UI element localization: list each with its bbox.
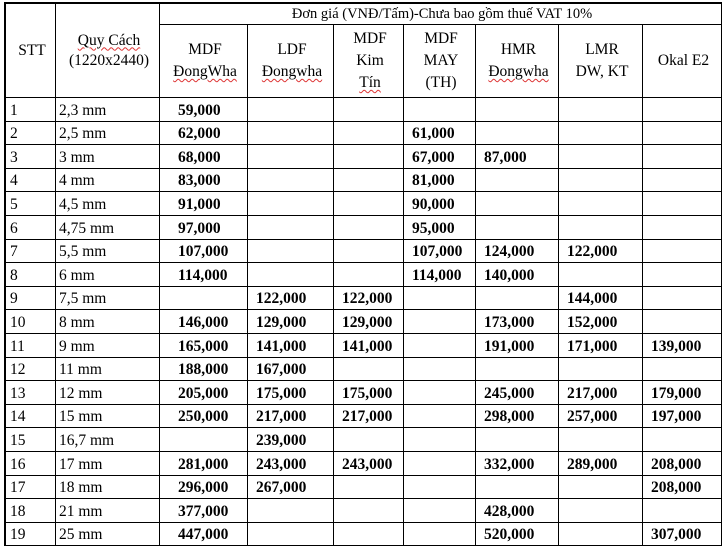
price-cell [476,215,559,239]
row-spec: 2,3 mm [56,98,160,122]
price-cell [404,357,476,381]
price-cell: 61,000 [404,121,476,145]
row-spec: 16,7 mm [56,428,160,452]
price-cell [559,192,643,216]
price-cell [643,286,722,310]
row-spec: 3 mm [56,145,160,169]
price-cell [334,499,404,523]
price-cell [248,522,334,546]
header-col-4 [476,25,559,98]
price-cell: 250,000 [160,404,248,428]
price-cell [559,499,643,523]
header-price-group: Đơn giá (VNĐ/Tấm)-Chưa bao gồm thuế VAT 10% [160,4,722,25]
price-cell: 428,000 [476,499,559,523]
price-cell [248,239,334,263]
table-row [6,192,722,216]
header-col-line1: Okal E2 [657,52,710,69]
price-cell: 90,000 [404,192,476,216]
price-cell [334,239,404,263]
row-stt: 13 [6,381,56,405]
price-cell [248,192,334,216]
price-cell [404,451,476,475]
price-cell [404,98,476,122]
table-row [6,333,722,357]
price-cell: 208,000 [643,451,722,475]
price-cell [559,215,643,239]
row-spec: 4 mm [56,168,160,192]
row-spec: 2,5 mm [56,121,160,145]
price-cell: 129,000 [334,310,404,334]
price-cell [559,145,643,169]
table-row [6,263,722,287]
price-cell: 191,000 [476,333,559,357]
price-cell: 171,000 [559,333,643,357]
row-stt: 6 [6,215,56,239]
price-cell [476,168,559,192]
price-cell [404,310,476,334]
header-col-2 [334,25,404,98]
table-row [6,239,722,263]
price-cell [334,145,404,169]
header-col-6 [643,25,722,98]
price-cell: 144,000 [559,286,643,310]
price-cell: 217,000 [559,381,643,405]
header-col-line1: LMR [585,41,619,58]
price-cell [643,121,722,145]
price-cell [476,192,559,216]
table-row [6,522,722,546]
price-cell [404,499,476,523]
row-stt: 18 [6,499,56,523]
header-col-1 [248,25,334,98]
price-cell: 188,000 [160,357,248,381]
price-cell: 175,000 [334,381,404,405]
row-spec: 17 mm [56,451,160,475]
price-cell: 129,000 [248,310,334,334]
header-spec-line1: Quy Cách [77,31,141,49]
price-cell [334,192,404,216]
price-cell: 165,000 [160,333,248,357]
row-spec: 6 mm [56,263,160,287]
row-spec: 8 mm [56,310,160,334]
row-spec: 11 mm [56,357,160,381]
header-spec [56,4,160,98]
header-col-line2: ĐongWha [173,63,237,80]
table-row [6,475,722,499]
price-cell [404,404,476,428]
table-row [6,215,722,239]
price-cell: 122,000 [334,286,404,310]
price-cell: 175,000 [248,381,334,405]
price-cell: 296,000 [160,475,248,499]
price-cell: 141,000 [248,333,334,357]
table-row [6,381,722,405]
price-cell [334,215,404,239]
price-cell: 332,000 [476,451,559,475]
row-stt: 14 [6,404,56,428]
price-cell [559,357,643,381]
price-cell [248,145,334,169]
price-cell: 217,000 [248,404,334,428]
price-cell [248,215,334,239]
price-cell [643,357,722,381]
price-cell: 124,000 [476,239,559,263]
price-cell [559,263,643,287]
header-col-line2: Đongwha [488,63,549,80]
row-stt: 5 [6,192,56,216]
header-col-line1: MDF [353,30,387,47]
price-cell: 281,000 [160,451,248,475]
price-cell [248,98,334,122]
price-cell [160,428,248,452]
price-table [5,3,722,546]
row-spec: 9 mm [56,333,160,357]
price-cell [404,381,476,405]
row-stt: 2 [6,121,56,145]
price-cell [248,168,334,192]
row-stt: 3 [6,145,56,169]
price-cell [559,428,643,452]
price-cell: 152,000 [559,310,643,334]
row-spec: 5,5 mm [56,239,160,263]
row-stt: 1 [6,98,56,122]
price-cell: 107,000 [404,239,476,263]
price-cell [334,428,404,452]
price-cell [643,145,722,169]
price-cell: 59,000 [160,98,248,122]
row-stt: 12 [6,357,56,381]
price-cell: 307,000 [643,522,722,546]
row-spec: 12 mm [56,381,160,405]
table-row [6,98,722,122]
price-cell [476,286,559,310]
header-col-line1: MDF [424,30,458,47]
price-cell: 520,000 [476,522,559,546]
price-cell [643,98,722,122]
row-stt: 19 [6,522,56,546]
row-stt: 7 [6,239,56,263]
price-cell [248,263,334,287]
header-col-line2: Kim [356,52,384,69]
price-cell [559,475,643,499]
header-col-line3: (TH) [425,74,457,91]
price-cell [643,168,722,192]
table-row [6,168,722,192]
price-cell: 122,000 [559,239,643,263]
price-cell [160,286,248,310]
price-cell [404,522,476,546]
price-cell: 140,000 [476,263,559,287]
header-col-5 [559,25,643,98]
header-col-0 [160,25,248,98]
row-spec: 4,75 mm [56,215,160,239]
price-cell [334,98,404,122]
price-cell [643,428,722,452]
price-cell: 205,000 [160,381,248,405]
header-col-3 [404,25,476,98]
price-cell [643,263,722,287]
table-row [6,310,722,334]
table-row [6,145,722,169]
table-row [6,404,722,428]
price-cell: 139,000 [643,333,722,357]
header-col-line2: DW, KT [575,63,629,80]
row-stt: 9 [6,286,56,310]
price-cell [334,475,404,499]
price-cell [248,121,334,145]
price-cell: 243,000 [334,451,404,475]
header-col-line1: LDF [277,41,307,58]
price-cell: 217,000 [334,404,404,428]
table-row [6,428,722,452]
header-stt: STT [6,4,56,98]
price-table-frame [4,2,722,546]
price-cell: 267,000 [248,475,334,499]
row-stt: 11 [6,333,56,357]
price-cell [334,357,404,381]
row-stt: 4 [6,168,56,192]
price-cell: 257,000 [559,404,643,428]
price-cell: 243,000 [248,451,334,475]
price-cell: 245,000 [476,381,559,405]
price-cell [404,475,476,499]
price-cell: 208,000 [643,475,722,499]
price-cell: 377,000 [160,499,248,523]
price-cell: 97,000 [160,215,248,239]
price-cell: 298,000 [476,404,559,428]
row-stt: 8 [6,263,56,287]
price-cell: 114,000 [404,263,476,287]
price-cell: 107,000 [160,239,248,263]
price-cell [476,98,559,122]
price-cell [248,499,334,523]
row-stt: 16 [6,451,56,475]
header-spec-line2: (1220x2440) [68,51,150,69]
row-spec: 4,5 mm [56,192,160,216]
row-spec: 18 mm [56,475,160,499]
price-cell: 447,000 [160,522,248,546]
price-cell: 289,000 [559,451,643,475]
price-cell [476,428,559,452]
price-cell: 146,000 [160,310,248,334]
table-row [6,357,722,381]
price-cell [559,168,643,192]
price-cell: 87,000 [476,145,559,169]
row-stt: 17 [6,475,56,499]
price-cell: 62,000 [160,121,248,145]
price-cell [559,98,643,122]
price-cell: 91,000 [160,192,248,216]
price-cell: 122,000 [248,286,334,310]
row-spec: 25 mm [56,522,160,546]
price-cell: 197,000 [643,404,722,428]
table-row [6,499,722,523]
price-cell: 114,000 [160,263,248,287]
header-col-line3: Tín [359,74,381,91]
price-cell [334,168,404,192]
table-row [6,121,722,145]
table-row [6,451,722,475]
row-stt: 10 [6,310,56,334]
price-cell [334,263,404,287]
header-col-line1: MDF [188,41,222,58]
price-cell [334,121,404,145]
row-stt: 15 [6,428,56,452]
price-cell [559,121,643,145]
price-cell: 179,000 [643,381,722,405]
price-cell [334,522,404,546]
price-cell [643,499,722,523]
price-cell [643,310,722,334]
price-cell [476,121,559,145]
price-cell: 83,000 [160,168,248,192]
price-cell [476,475,559,499]
table-row [6,286,722,310]
price-cell [643,239,722,263]
price-cell [404,428,476,452]
header-col-line2: Đongwha [261,63,323,80]
price-cell [404,286,476,310]
price-cell: 167,000 [248,357,334,381]
row-spec: 7,5 mm [56,286,160,310]
price-cell: 173,000 [476,310,559,334]
row-spec: 21 mm [56,499,160,523]
price-cell: 67,000 [404,145,476,169]
row-spec: 15 mm [56,404,160,428]
price-cell [643,192,722,216]
price-cell: 81,000 [404,168,476,192]
price-cell [404,333,476,357]
price-cell: 141,000 [334,333,404,357]
price-cell: 95,000 [404,215,476,239]
price-cell [476,357,559,381]
price-cell: 239,000 [248,428,334,452]
header-col-line2: MAY [423,52,459,69]
header-col-line1: HMR [500,41,537,58]
price-cell [559,522,643,546]
price-cell: 68,000 [160,145,248,169]
price-cell [643,215,722,239]
